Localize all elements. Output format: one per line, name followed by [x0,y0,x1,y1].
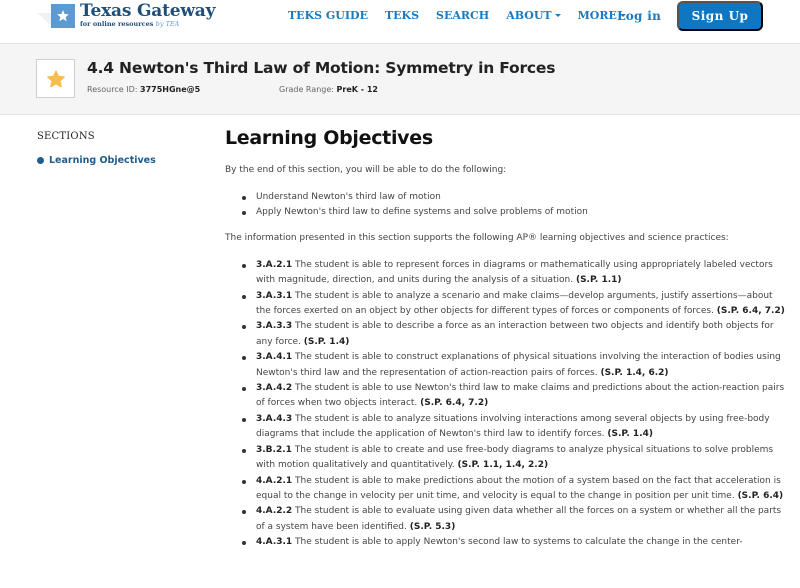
objective-item [256,381,786,412]
science-practice: (S.P. 6.4, 7.2) [420,398,489,409]
nav-label: ABOUT [506,9,552,22]
nav-label: TEKS [384,9,420,22]
science-practice: (S.P. 1.1, 1.4, 2.2) [457,460,549,471]
logo-star-icon [51,4,75,28]
objective-text: The student is able to analyze a scenario and make claims—develop arguments, justify assertions—about the forces exerted on an object by other objects for different types of forces or components of forces. [256,290,773,317]
objective-item [256,289,786,320]
objective-item [256,535,786,550]
objective-code: 4.A.2.1 [256,475,293,486]
goal-item: Apply Newton's third law to define systems and solve problems of motion [256,205,785,220]
objective-code: 3.A.4.1 [256,352,293,363]
resource-header [0,44,800,115]
objective-code: 3.A.3.3 [256,321,293,332]
star-icon [46,69,66,89]
science-practice: (S.P. 5.3) [409,521,456,532]
nav-about-dropdown[interactable] [506,9,560,22]
nav-teks-guide[interactable] [288,9,368,22]
nav-label: SEARCH [436,9,490,22]
objective-code: 4.A.2.2 [256,506,293,517]
resource-id-label: Resource ID: [87,85,138,94]
signup-button[interactable]: Sign Up [677,1,763,31]
science-practice: (S.P. 1.4) [607,429,653,440]
active-bullet-icon [37,157,44,164]
resource-title: 4.4 Newton's Third Law of Motion: Symmetry in Forces [87,59,556,77]
sections-heading: SECTIONS [37,131,95,142]
grade-range [279,85,378,94]
objective-text: The student is able to create and use free-body diagrams to analyze physical situations to solve problems with motion qualitatively and quantitatively. [256,444,774,471]
grade-range-value: PreK - 12 [336,85,378,94]
science-practice: (S.P. 6.4, 7.2) [716,306,785,317]
login-link[interactable]: Log in [617,9,662,23]
ap-info-text: The information presented in this section supports the following AP® learning objectives and science practices: [225,232,729,243]
logo-title: Texas Gateway [80,1,216,21]
objective-item [256,474,786,505]
main-content [225,125,785,551]
resource-id-value: 3775HGne@5 [140,85,201,94]
objective-text: The student is able to represent forces in diagrams or mathematically using appropriately labeled vectors with magnitude, direction, and units during the analysis of a situation. [256,259,773,286]
objective-item [256,350,786,381]
science-practice: (S.P. 1.1) [575,275,622,286]
main-nav [288,9,643,22]
objective-text: The student is able to describe a force as an interaction between two objects and identify both objects for any force. [256,321,774,347]
nav-label: MORE [577,9,617,22]
goals-list [256,190,785,221]
objective-text: The student is able to apply Newton's second law to systems to calculate the change in the center- [292,537,743,548]
ap-objectives-list [256,258,786,551]
logo-byline: by TEA [155,20,180,28]
nav-search[interactable] [436,9,489,22]
objective-text: The student is able to construct explanations of physical situations involving the interaction of bodies using Newton's third law and the representation of action-reaction pairs of forces. [256,352,781,378]
objective-text: The student is able to use Newton's third law to make claims and predictions about the action-reaction pairs of forces when two objects interact. [256,383,785,409]
grade-range-label: Grade Range: [279,85,334,94]
favorite-button[interactable] [36,59,75,98]
top-nav [0,0,800,44]
intro-text: By the end of this section, you will be able to do the following: [225,165,507,175]
logo-subtitle [80,20,215,28]
page-heading: Learning Objectives [225,127,433,149]
objective-item [256,443,786,474]
resource-id [87,85,200,94]
logo-text [80,1,215,28]
objective-item [256,504,786,535]
science-practice: (S.P. 1.4) [303,336,350,347]
objective-text: The student is able to analyze situations involving interactions among several objects by using free-body diagrams that include the application of Newton's third law to identify forces. [256,413,770,440]
objective-item [256,319,786,350]
objective-text: The student is able to make predictions about the motion of a system based on the fact that acceleration is equal to the change in velocity per unit time, and velocity is equal to the change in position per unit time. [256,475,781,501]
objective-item [256,412,786,443]
objective-text: The student is able to evaluate using given data whether all the forces on a system or whether all the parts of a system have been identified. [256,506,782,532]
objective-code: 3.A.4.2 [256,383,293,394]
nav-teks[interactable] [385,9,419,22]
objective-code: 3.B.2.1 [256,444,292,455]
science-practice: (S.P. 6.4) [737,490,784,501]
sidebar-item-label: Learning Objectives [49,155,156,166]
science-practice: (S.P. 1.4, 6.2) [600,367,669,378]
sidebar-item-learning-objectives[interactable] [37,155,156,166]
objective-item [256,258,786,289]
objective-code: 3.A.2.1 [256,259,293,270]
logo-subtitle-text: for online resources [80,20,154,28]
nav-label: TEKS GUIDE [288,9,368,22]
objective-code: 3.A.4.3 [256,413,293,424]
objective-code: 3.A.3.1 [256,290,293,301]
goal-item: Understand Newton's third law of motion [256,190,785,205]
caret-down-icon [555,14,561,17]
objective-code: 4.A.3.1 [256,537,293,548]
